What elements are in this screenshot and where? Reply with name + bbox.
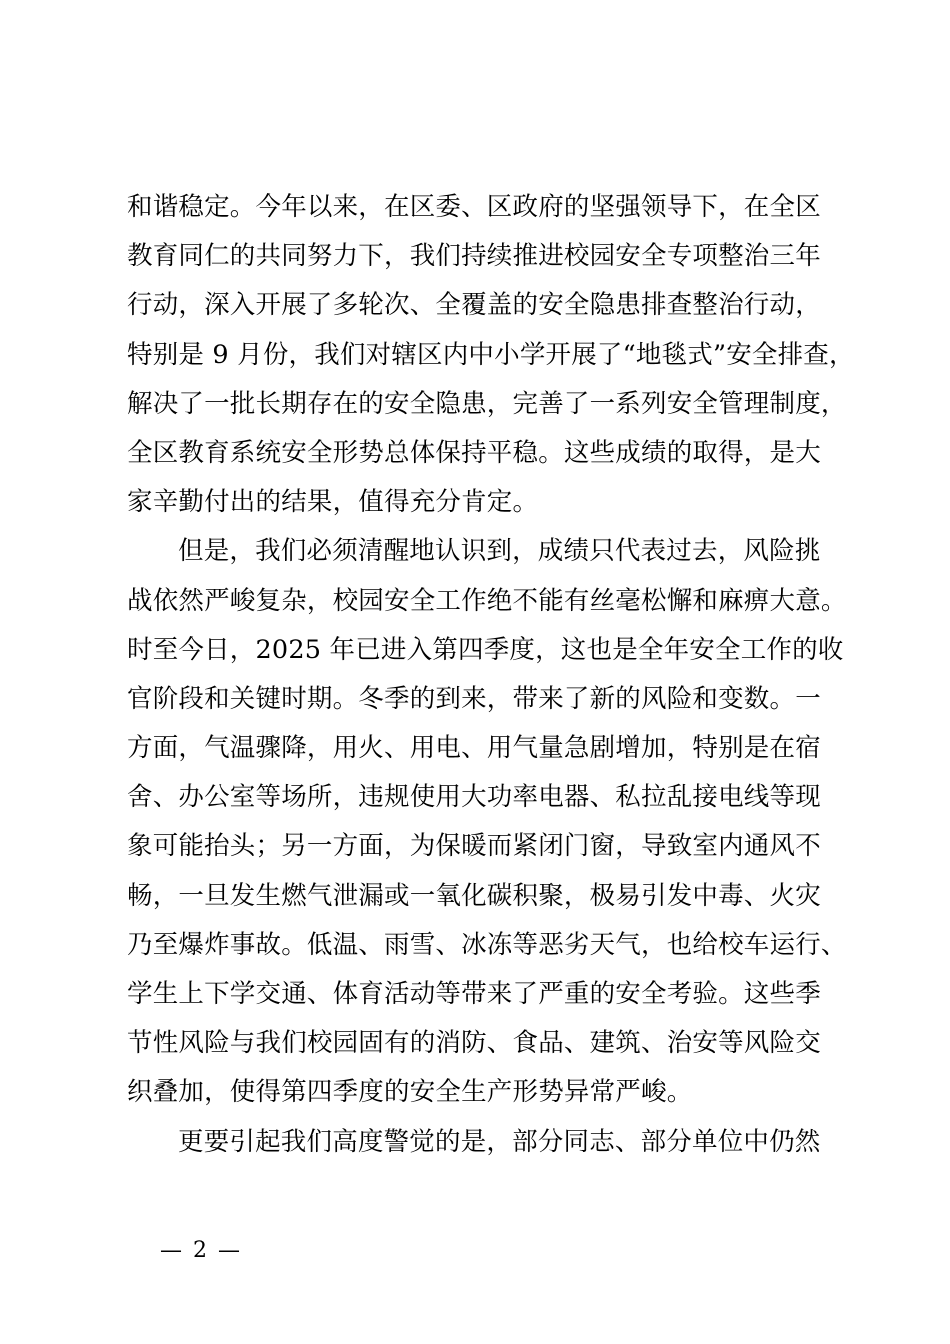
paragraph-start-line: 但是，我们必须清醒地认识到，成绩只代表过去，风险挑 — [178, 536, 821, 567]
text-line: 舍、办公室等场所，违规使用大功率电器、私拉乱接电线等现 — [127, 782, 821, 813]
text-line: 战依然严峻复杂，校园安全工作绝不能有丝毫松懈和麻痹大意。 — [127, 585, 847, 616]
text-line: 教育同仁的共同努力下，我们持续推进校园安全专项整治三年 — [127, 241, 821, 272]
page-number: — 2 — — [160, 1238, 242, 1263]
paragraph-start-line: 更要引起我们高度警觉的是，部分同志、部分单位中仍然 — [178, 1126, 821, 1157]
text-line: 行动，深入开展了多轮次、全覆盖的安全隐患排查整治行动， — [127, 290, 821, 321]
text-line: 特别是 9 月份，我们对辖区内中小学开展了“地毯式”安全排查， — [127, 339, 855, 370]
text-line: 象可能抬头；另一方面，为保暖而紧闭门窗，导致室内通风不 — [127, 831, 821, 862]
text-line: 乃至爆炸事故。低温、雨雪、冰冻等恶劣天气，也给校车运行、 — [127, 929, 847, 960]
text-line: 学生上下学交通、体育活动等带来了严重的安全考验。这些季 — [127, 979, 821, 1009]
text-line: 家辛勤付出的结果，值得充分肯定。 — [127, 487, 539, 518]
text-line: 节性风险与我们校园固有的消防、食品、建筑、治安等风险交 — [127, 1028, 821, 1059]
text-line: 解决了一批长期存在的安全隐患，完善了一系列安全管理制度， — [127, 388, 847, 419]
text-line: 时至今日，2025 年已进入第四季度，这也是全年安全工作的收 — [127, 634, 844, 665]
text-line: 方面，气温骤降，用火、用电、用气量急剧增加，特别是在宿 — [127, 733, 821, 764]
text-line: 织叠加，使得第四季度的安全生产形势异常严峻。 — [127, 1077, 693, 1108]
text-line: 和谐稳定。今年以来，在区委、区政府的坚强领导下，在全区 — [127, 192, 821, 222]
text-line: 畅，一旦发生燃气泄漏或一氧化碳积聚，极易引发中毒、火灾 — [127, 880, 821, 911]
body-text — [127, 183, 857, 1167]
text-line: 全区教育系统安全形势总体保持平稳。这些成绩的取得，是大 — [127, 437, 821, 468]
text-line: 官阶段和关键时期。冬季的到来，带来了新的风险和变数。一 — [127, 683, 821, 714]
